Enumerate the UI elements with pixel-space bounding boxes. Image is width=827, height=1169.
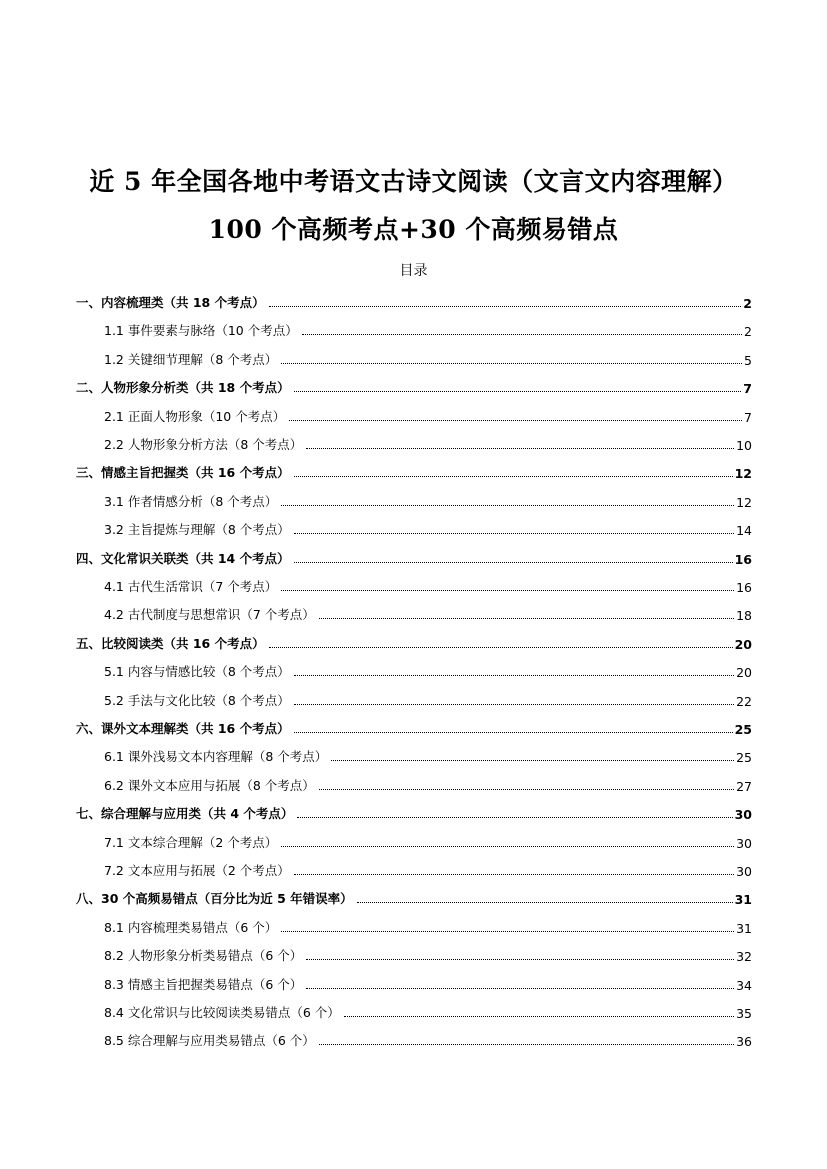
toc-entry-section[interactable] (76, 743, 752, 765)
toc-leader-dots (294, 475, 733, 477)
toc-leader-dots (269, 646, 733, 648)
toc-entry-label: 二、人物形象分析类（共 18 个考点） (76, 380, 290, 396)
toc-entry-page-number: 35 (736, 1006, 752, 1021)
toc-entry-section[interactable] (76, 914, 752, 936)
toc-leader-dots (331, 759, 734, 761)
toc-entry-page-number: 16 (734, 551, 752, 567)
toc-leader-dots (306, 447, 734, 449)
toc-leader-dots (294, 532, 734, 534)
toc-entry-chapter[interactable] (76, 800, 752, 822)
toc-entry-section[interactable] (76, 488, 752, 510)
toc-entry-label: 6.2 课外文本应用与拓展（8 个考点） (104, 777, 315, 793)
toc-leader-dots (281, 504, 734, 506)
toc-leader-dots (294, 703, 734, 705)
toc-entry-label: 2.1 正面人物形象（10 个考点） (104, 408, 286, 424)
toc-entry-page-number: 20 (734, 636, 752, 652)
toc-entry-page-number: 30 (736, 835, 752, 851)
toc-leader-dots (306, 958, 734, 960)
toc-leader-dots (357, 901, 733, 903)
toc-entry-label: 4.2 古代制度与思想常识（7 个考点） (104, 607, 315, 623)
toc-entry-page-number: 2 (744, 324, 752, 340)
toc-leader-dots (319, 788, 734, 790)
document-title-line2: 100 个高频考点+30 个高频易错点 (208, 215, 619, 244)
toc-entry-section[interactable] (76, 601, 752, 623)
toc-entry-label: 5.1 内容与情感比较（8 个考点） (104, 664, 290, 680)
toc-entry-section[interactable] (76, 857, 752, 879)
toc-entry-chapter[interactable] (76, 885, 752, 907)
toc-entry-page-number: 34 (736, 977, 752, 993)
toc-leader-dots (294, 561, 733, 563)
document-title-line1: 近 5 年全国各地中考语文古诗文阅读（文言文内容理解） (89, 167, 738, 196)
toc-entry-label: 一、内容梳理类（共 18 个考点） (76, 295, 265, 310)
toc-entry-section[interactable] (76, 346, 752, 368)
toc-entry-page-number: 27 (736, 778, 752, 794)
toc-entry-section[interactable] (76, 516, 752, 538)
toc-entry-page-number: 30 (734, 807, 752, 823)
toc-entry-chapter[interactable] (76, 289, 752, 311)
toc-entry-label: 五、比较阅读类（共 16 个考点） (76, 635, 265, 651)
toc-entry-label: 8.1 内容梳理类易错点（6 个） (104, 919, 278, 935)
toc-entry-label: 1.1 事件要素与脉络（10 个考点） (104, 323, 298, 339)
toc-entry-label: 6.1 课外浅易文本内容理解（8 个考点） (104, 749, 328, 765)
toc-entry-page-number: 16 (736, 580, 752, 595)
toc-entry-label: 3.1 作者情感分析（8 个考点） (104, 493, 278, 509)
toc-entry-chapter[interactable] (76, 715, 752, 737)
toc-entry-page-number: 14 (736, 523, 752, 539)
toc-leader-dots (281, 589, 734, 591)
toc-entry-section[interactable] (76, 431, 752, 453)
toc-entry-label: 5.2 手法与文化比较（8 个考点） (104, 692, 290, 708)
toc-entry-section[interactable] (76, 999, 752, 1021)
toc-entry-chapter[interactable] (76, 630, 752, 652)
toc-entry-page-number: 36 (736, 1034, 752, 1050)
toc-entry-label: 六、课外文本理解类（共 16 个考点） (76, 721, 290, 736)
toc-entry-page-number: 12 (734, 466, 752, 482)
toc-entry-section[interactable] (76, 772, 752, 794)
toc-leader-dots (319, 1043, 734, 1045)
toc-leader-dots (306, 987, 734, 989)
toc-entry-section[interactable] (76, 403, 752, 425)
toc-leader-dots (344, 1015, 734, 1017)
toc-leader-dots (294, 674, 734, 676)
toc-entry-page-number: 25 (736, 750, 752, 766)
toc-leader-dots (281, 930, 734, 932)
toc-entry-page-number: 32 (736, 949, 752, 965)
toc-entry-page-number: 7 (744, 409, 752, 425)
toc-entry-chapter[interactable] (76, 459, 752, 481)
toc-entry-label: 7.2 文本应用与拓展（2 个考点） (104, 863, 290, 878)
toc-leader-dots (281, 362, 742, 364)
toc-entry-page-number: 10 (736, 438, 752, 453)
toc-entry-section[interactable] (76, 942, 752, 964)
toc-entry-label: 四、文化常识关联类（共 14 个考点） (76, 550, 290, 566)
toc-entry-page-number: 31 (734, 892, 752, 908)
toc-entry-section[interactable] (76, 317, 752, 339)
toc-leader-dots (294, 390, 742, 392)
toc-entry-page-number: 12 (736, 494, 752, 510)
toc-leader-dots (297, 816, 732, 818)
toc-leader-dots (281, 845, 734, 847)
toc-entry-label: 7.1 文本综合理解（2 个考点） (104, 834, 278, 850)
toc-entry-section[interactable] (76, 971, 752, 993)
toc-entry-label: 三、情感主旨把握类（共 16 个考点） (76, 465, 290, 481)
toc-entry-label: 八、30 个高频易错点（百分比为近 5 年错误率） (76, 891, 353, 907)
toc-entry-label: 8.5 综合理解与应用类易错点（6 个） (104, 1033, 315, 1049)
toc-entry-label: 1.2 关键细节理解（8 个考点） (104, 351, 278, 367)
toc-entry-section[interactable] (76, 829, 752, 851)
toc-heading: 目录 (399, 263, 428, 279)
toc-entry-section[interactable] (76, 1027, 752, 1049)
toc-entry-page-number: 31 (736, 920, 752, 936)
toc-entry-page-number: 2 (743, 296, 752, 311)
toc-entry-label: 8.3 情感主旨把握类易错点（6 个） (104, 976, 303, 992)
toc-entry-page-number: 30 (736, 864, 752, 879)
toc-entry-label: 8.2 人物形象分析类易错点（6 个） (104, 948, 303, 964)
toc-leader-dots (269, 305, 742, 307)
toc-entry-label: 2.2 人物形象分析方法（8 个考点） (104, 437, 303, 452)
toc-entry-page-number: 20 (736, 665, 752, 681)
toc-entry-chapter[interactable] (76, 374, 752, 396)
toc-leader-dots (302, 333, 742, 335)
toc-entry-page-number: 25 (734, 722, 752, 737)
toc-entry-label: 8.4 文化常识与比较阅读类易错点（6 个） (104, 1005, 340, 1020)
toc-entry-section[interactable] (76, 658, 752, 680)
toc-leader-dots (319, 617, 734, 619)
toc-leader-dots (294, 873, 734, 875)
toc-entry-page-number: 5 (744, 352, 752, 368)
toc-entry-page-number: 18 (736, 608, 752, 624)
toc-entry-chapter[interactable] (76, 545, 752, 567)
toc-entry-label: 七、综合理解与应用类（共 4 个考点） (76, 806, 294, 822)
toc-leader-dots (294, 731, 733, 733)
toc-entry-page-number: 22 (736, 693, 752, 709)
toc-entry-section[interactable] (76, 687, 752, 709)
toc-entry-page-number: 7 (743, 381, 752, 397)
toc-entry-label: 3.2 主旨提炼与理解（8 个考点） (104, 522, 290, 538)
toc-entry-label: 4.1 古代生活常识（7 个考点） (104, 579, 278, 594)
toc-leader-dots (289, 419, 742, 421)
toc-entry-section[interactable] (76, 573, 752, 595)
